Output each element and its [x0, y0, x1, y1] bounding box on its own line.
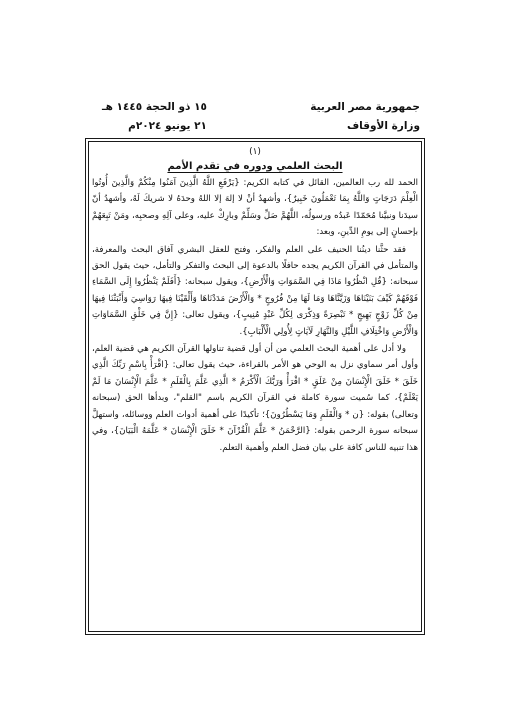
- issuer-block: [310, 98, 420, 136]
- section-number: (١): [249, 147, 261, 157]
- republic-name: جمهورية مصر العربية: [310, 101, 420, 113]
- ministry-name: وزارة الأوقاف: [346, 120, 420, 132]
- document-title: البحث العلمي ودوره في تقدم الأمم: [167, 161, 343, 172]
- paragraph-research: فقد حثَّنا دينُنا الحنيف على العلم والفكر، وفتح للعقل البشري آفاق البحث والمعرفة، والمتأمل في القرآن الكريم يجده حافلًا بالدعوة إلى البحث والتفكر والتأمل، حيث يقول الحق سبحانه: {قُلِ انْظُرُوا مَاذَا فِي السَّمَوَاتِ وَالْأَرْضِ}، ويقول سبحانه: {أَفَلَمْ يَنْظُرُوا إِلَى السَّمَاءِ فَوْقَهُمْ كَيْفَ بَنَيْنَاهَا وَزَيَّنَّاهَا وَمَا لَهَا مِنْ فُرُوجٍ * وَالْأَرْضَ مَدَدْنَاهَا وَأَلْقَيْنَا فِيهَا رَوَاسِيَ وَأَنْبَتْنَا فِيهَا مِنْ كُلِّ زَوْجٍ بَهِيجٍ * تَبْصِرَةً وَذِكْرَى لِكُلِّ عَبْدٍ مُنِيبٍ}، ويقول تعالى: {إِنَّ فِي خَلْقِ السَّمَاوَاتِ وَالْأَرْضِ وَاخْتِلَافِ اللَّيْلِ وَالنَّهَارِ لَآيَاتٍ لِأُولِي الْأَلْبَابِ}.: [92, 244, 418, 337]
- date-block: [102, 98, 207, 136]
- gregorian-date: ٢١ يونيو ٢٠٢٤م: [128, 120, 207, 132]
- paragraph-knowledge: ولا أدل على أهمية البحث العلمي من أن أول قضية تناولها القرآن الكريم هي قضية العلم، وأول أمر سماوي نزل به الوحي هو الأمر بالقراءة، حيث يقول تعالى: {اقْرَأْ بِاسْمِ رَبِّكَ الَّذِي خَلَقَ * خَلَقَ الْإِنْسَانَ مِنْ عَلَقٍ * اقْرَأْ وَرَبُّكَ الْأَكْرَمُ * الَّذِي عَلَّمَ بِالْقَلَمِ * عَلَّمَ الْإِنْسَانَ مَا لَمْ يَعْلَمْ}، كما سُميت سورة كاملة في القرآن الكريم باسم "القلم"، وبدأها الحق (سبحانه وتعالى) بقوله: {ن * وَالْقَلَمِ وَمَا يَسْطُرُونَ}؛ تأكيدًا على أهمية أدوات العلم ووسائله، واستهلَّ سبحانه سورة الرحمن بقوله: {الرَّحْمَنُ * عَلَّمَ الْقُرْآنَ * خَلَقَ الْإِنْسَانَ * عَلَّمَهُ الْبَيَانَ}، وفي هذا تنبيه للناس كافة على بيان فضل العلم وأهمية التعلم.: [92, 344, 418, 453]
- hijri-date: ١٥ ذو الحجة ١٤٤٥ هـ: [102, 101, 207, 113]
- document-body: [92, 143, 418, 456]
- document-header: [90, 98, 420, 138]
- paragraph-intro: الحمد لله رب العالمين، القائل في كتابه الكريم: {يَرْفَعِ اللَّهُ الَّذِينَ آمَنُوا مِنْكُمْ وَالَّذِينَ أُوتُوا الْعِلْمَ دَرَجَاتٍ وَاللَّهُ بِمَا تَعْمَلُونَ خَبِيرٌ}، وأشهدُ أنْ لا إلهَ إلا اللهُ وحدَهُ لا شريكَ لَهُ، وأشهدُ أنّ سيدَنا ونبيَّنا مُحَمّدًا عَبدُه ورسولُه، اللَّهُمَّ صَلِّ وسَلِّمْ وبارِكْ عليه، وعلى آلِهِ وصحبِه، ومَنْ تَبِعَهُمْ بإحسانٍ إلى يومِ الدِّينِ، وبعد:: [92, 178, 418, 238]
